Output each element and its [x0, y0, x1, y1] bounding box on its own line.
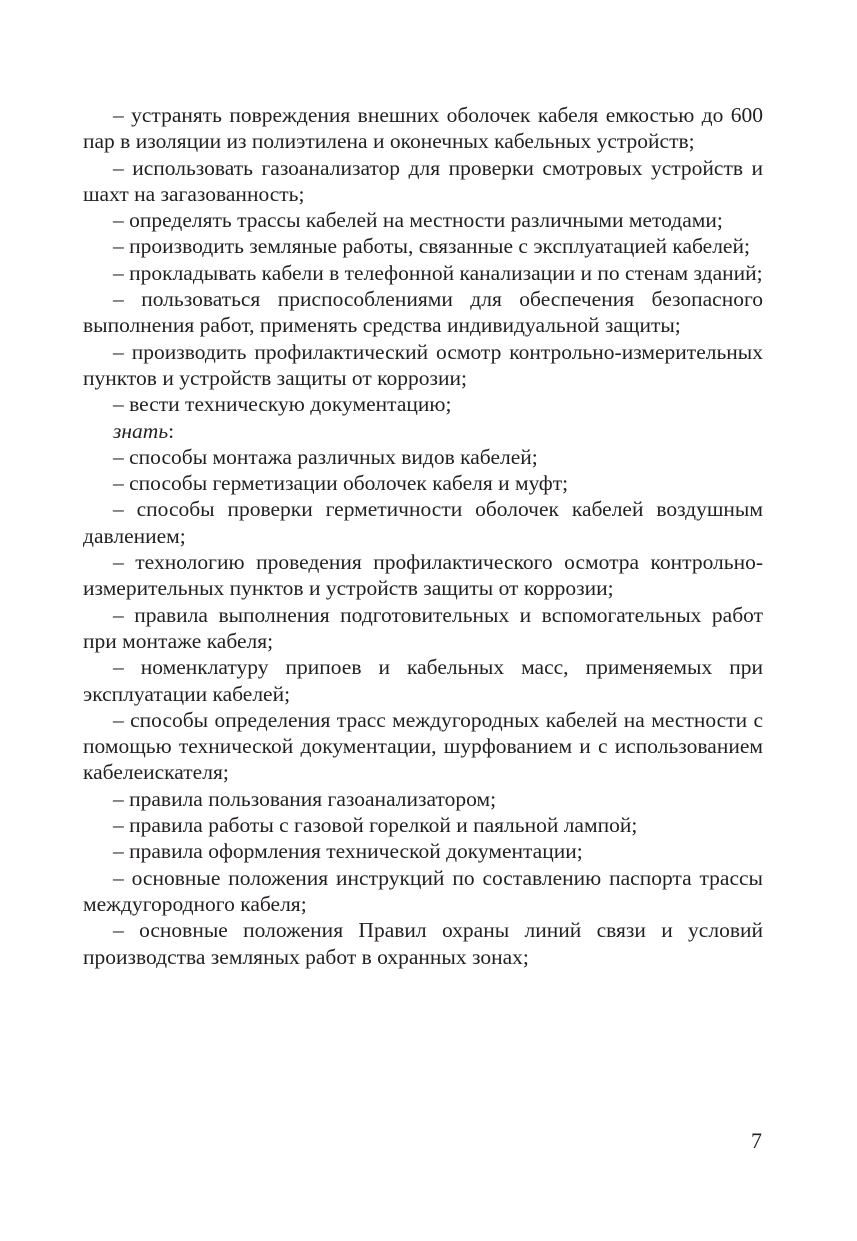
- knowledge-item: – способы проверки герметичности оболочек кабелей воздушным давлением;: [83, 497, 763, 548]
- skill-item: – определять трассы кабелей на местности различными методами;: [113, 208, 723, 233]
- skill-item: – прокладывать кабели в телефонной канализации и по стенам зданий;: [113, 260, 763, 285]
- knowledge-item: – правила пользования газоанализатором;: [113, 786, 497, 811]
- know-heading: [83, 418, 763, 444]
- knowledge-item: – правила выполнения подготовительных и вспомогательных работ при монтаже кабеля;: [83, 602, 763, 653]
- knowledge-item: – номенклатуру припоев и кабельных масс, применяемых при эксплуатации кабелей;: [83, 655, 763, 706]
- knowledge-item: – правила работы с газовой горелкой и паяльной лампой;: [113, 813, 638, 838]
- skill-item: – производить земляные работы, связанные с эксплуатацией кабелей;: [113, 234, 750, 259]
- know-label: знать: [113, 418, 169, 443]
- knowledge-item: – способы монтажа различных видов кабелей;: [113, 444, 538, 469]
- know-label-colon: :: [168, 418, 175, 443]
- page-number: 7: [751, 1128, 762, 1153]
- knowledge-item: – технологию проведения профилактического осмотра контрольно-измерительных пунктов и устройств защиты от коррозии;: [83, 550, 763, 601]
- skill-item: – пользоваться приспособлениями для обеспечения безопасного выполнения работ, применять средства индивидуальной защиты;: [83, 287, 763, 338]
- knowledge-item: – способы герметизации оболочек кабеля и муфт;: [113, 471, 569, 496]
- skill-item: – использовать газоанализатор для проверки смотровых устройств и шахт на загазованность;: [83, 155, 763, 206]
- knowledge-item: – основные положения инструкций по составлению паспорта трассы междугородного кабеля;: [83, 865, 763, 916]
- body-text: [83, 102, 763, 970]
- skill-item: – устранять повреждения внешних оболочек кабеля емкостью до 600 пар в изоляции из полиэтилена и оконечных кабельных устройств;: [83, 103, 763, 154]
- knowledge-item: – правила оформления технической документации;: [113, 839, 583, 864]
- skill-item: – вести техническую документацию;: [113, 392, 452, 417]
- knowledge-item: – способы определения трасс междугородных кабелей на местности с помощью технической документации, шурфованием и с использованием кабелеискателя;: [83, 707, 763, 785]
- knowledge-item: – основные положения Правил охраны линий связи и условий производства земляных работ в охранных зонах;: [83, 918, 763, 969]
- skill-item: – производить профилактический осмотр контрольно-измерительных пунктов и устройств защиты от коррозии;: [83, 339, 763, 390]
